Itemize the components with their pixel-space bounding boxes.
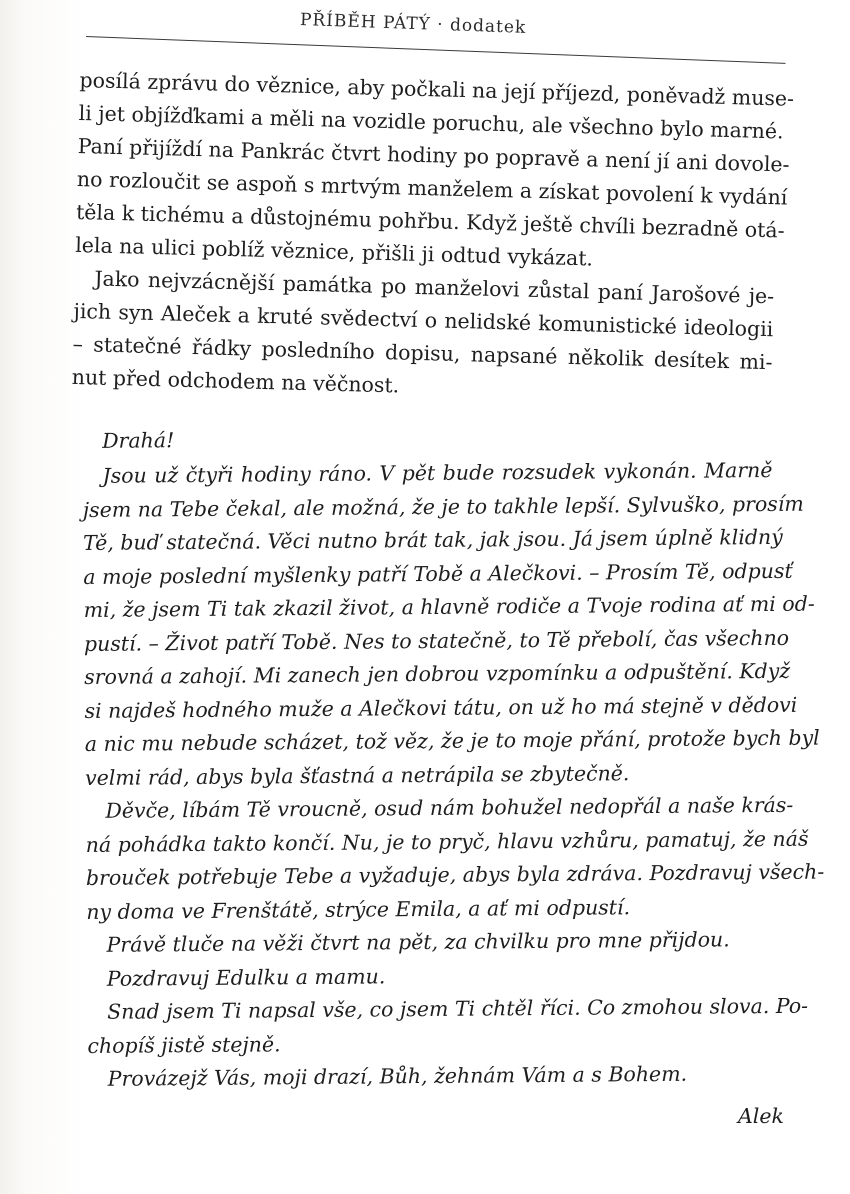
letter-line: Jsou už čtyři hodiny ráno. V pět bude rozsudek vykonán. Marně — [102, 457, 773, 488]
text-line: těla k tichému a důstojnému pohřbu. Když ještě chvíli bezradně otá- — [75, 199, 785, 243]
letter-line: a nic mu nebude scházet, tož věz, že je to moje přání, protože bych byl — [84, 725, 820, 756]
letter-line: velmi rád, abys byla šťastná a netrápila se zbytečně. — [84, 760, 630, 790]
narrative-text — [71, 64, 795, 412]
text-line: no rozloučit se aspoň s mrtvým manželem a získat povolení k vydání — [76, 166, 788, 210]
letter-salutation: Drahá! — [102, 428, 175, 453]
letter-line: ny doma ve Frenštátě, strýce Emila, a ať mi odpustí. — [86, 894, 631, 924]
header-rule — [86, 36, 786, 64]
letter-signature: Alek — [738, 1104, 784, 1128]
letter-line: pustí. – Život patří Tobě. Nes to statečně, to Tě přebolí, čas všechno — [83, 625, 790, 656]
text-line: Jako nejvzácnější památka po manželovi zůstal paní Jarošové je- — [94, 266, 775, 309]
letter-line: Provázejž Vás, moji drazí, Bůh, žehnám Vám a s Bohem. — [107, 1061, 688, 1091]
letter-line: chopíš jistě stejně. — [87, 1031, 281, 1058]
text-line: nut před odchodem na věčnost. — [71, 364, 400, 398]
letter-line: brouček potřebuje Tebe a vyžaduje, abys byla zdráva. Pozdravuj všech- — [85, 859, 825, 890]
text-line: li jet objížďkami a měli na vozidle poruchu, ale všechno bylo marné. — [78, 100, 784, 144]
text-line: Paní přijíždí na Pankrác čtvrt hodiny po popravě a není jí ani dovole- — [77, 133, 790, 177]
text-line: lela na ulici poblíž věznice, přišli ji odtud vykázat. — [74, 232, 594, 271]
text-line: jich syn Aleček a kruté svědectví o nelidské komunistické ideologii — [73, 298, 774, 342]
letter-text — [82, 416, 825, 1096]
letter-line: mi, že jsem Ti tak zkazil život, a hlavně rodiče a Tvoje rodina ať mi od- — [83, 591, 815, 622]
letter-line: srovná a zahojí. Mi zanech jen dobrou vzpomínku a odpuštění. Když — [84, 658, 791, 689]
letter-line: a moje poslední myšlenky patří Tobě a Alečkovi. – Prosím Tě, odpusť — [83, 558, 793, 589]
letter-line: Tě, buď statečná. Věci nutno brát tak, jak jsou. Já jsem úplně klidný — [82, 524, 783, 555]
letter-line: ná pohádka takto končí. Nu, je to pryč, hlavu vzhůru, pamatuj, že náš — [85, 826, 809, 857]
letter-line: Pozdravuj Edulku a mamu. — [106, 963, 386, 991]
text-line: – statečné řádky posledního dopisu, napsané několik desítek mi- — [72, 331, 773, 375]
letter-line: Děvče, líbám Tě vroucně, osud nám bohužel nedopřál a naše krás- — [105, 792, 794, 823]
letter-line: jsem na Tebe čekal, ale možná, že je to takhle lepší. Sylvuško, prosím — [82, 491, 804, 522]
letter-line: si najdeš hodného muže a Alečkovi tátu, on už ho má stejně v dědovi — [84, 692, 798, 723]
letter-line: Právě tluče na věži čtvrt na pět, za chvilku pro mne přijdou. — [106, 927, 730, 957]
letter-line: Snad jsem Ti napsal vše, co jsem Ti chtěl říci. Co zmohou slova. Po- — [107, 993, 809, 1024]
running-head: PŘÍBĚH PÁTÝ · dodatek — [299, 10, 527, 38]
text-line: posílá zprávu do věznice, aby počkali na její příjezd, poněvadž muse- — [79, 67, 795, 111]
